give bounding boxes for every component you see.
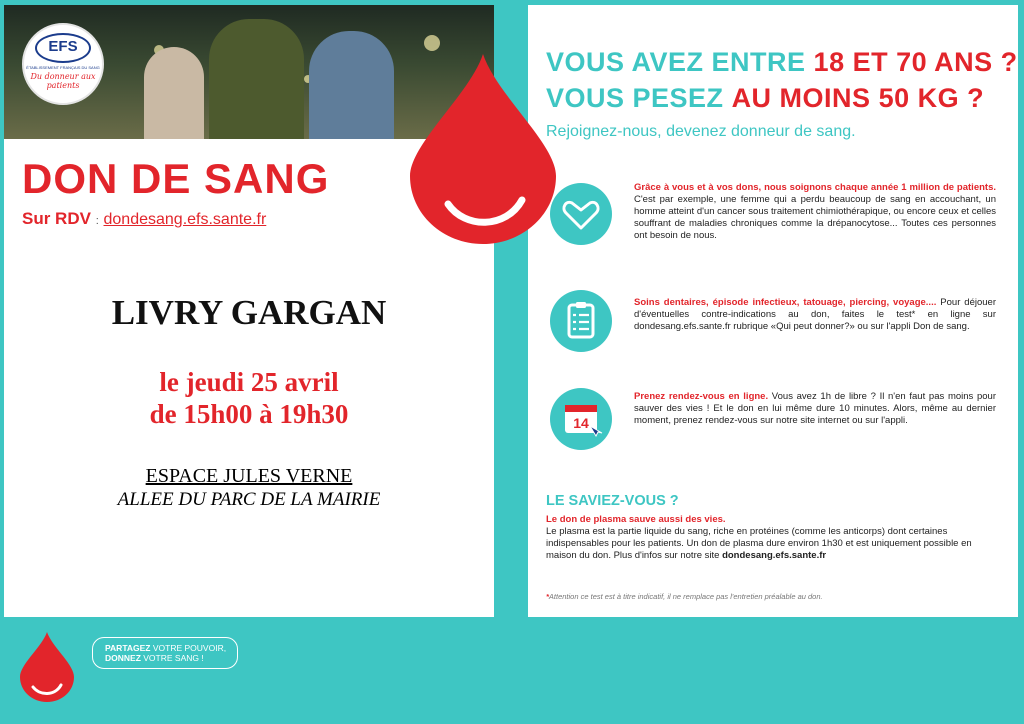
info-block-contraindications — [634, 297, 996, 333]
calendar-day: 14 — [573, 415, 589, 431]
note-text: Attention ce test est à titre indicatif, il ne remplace pas l'entretien préalable au don. — [548, 592, 823, 601]
weight-headline-text: VOUS PESEZ — [546, 83, 724, 113]
bubble-text-1: VOTRE POUVOIR, — [152, 643, 227, 653]
disclaimer-note — [546, 592, 823, 601]
saviez-title: LE SAVIEZ-VOUS ? — [546, 493, 679, 509]
event-place: ESPACE JULES VERNE — [145, 465, 353, 487]
weight-headline — [546, 83, 984, 114]
efs-logo — [22, 23, 104, 105]
join-tagline: Rejoignez-nous, devenez donneur de sang. — [546, 123, 856, 140]
calendar-14-icon — [550, 388, 612, 450]
plasma-link[interactable]: dondesang.efs.sante.fr — [722, 550, 827, 561]
info-block-text: Pour déjouer d'éventuelles contre-indications au don, faites le test* en ligne sur dondesang.efs.sante.fr rubrique «Qui peut donner?» ou sur l'appli Don de sang. — [634, 297, 996, 332]
event-hours: de 15h00 à 19h30 — [149, 399, 349, 429]
weight-min: AU MOINS 50 KG ? — [731, 83, 985, 113]
info-block-bold: Soins dentaires, épisode infectieux, tatouage, piercing, voyage.... — [634, 297, 937, 308]
event-date: le jeudi 25 avril — [159, 367, 339, 397]
age-range: 18 ET 70 ANS ? — [813, 47, 1018, 77]
plasma-paragraph — [546, 514, 996, 562]
event-address: ALLEE DU PARC DE LA MAIRIE — [117, 489, 381, 510]
efs-slogan: Du donneur aux patients — [30, 72, 96, 90]
age-headline-text: VOUS AVEZ ENTRE — [546, 47, 806, 77]
small-blood-drop-icon — [20, 632, 74, 702]
info-block-patients — [634, 182, 996, 242]
bubble-bold-1: PARTAGEZ — [105, 643, 151, 653]
note-star: * — [546, 592, 549, 601]
info-block-appointment — [634, 391, 996, 427]
info-block-text: C'est par exemple, une femme qui a perdu beaucoup de sang en accouchant, un homme atteint d'un cancer sous traitement chimiothérapique, ou encore ceux et celles souffrant de maladies chroniques comme la drépanocytose... Toutes ces personnes ont besoin de nous. — [634, 194, 996, 241]
rdv-separator: : — [95, 215, 99, 227]
info-panel — [528, 5, 1018, 617]
plasma-text: Le plasma est la partie liquide du sang, riche en protéines (comme les anticorps) dont certaines indispensables pour les patients. Un don de plasma dure environ 1h30 et est uniquement possible en maison du don. Plus d'infos sur notre site — [546, 526, 972, 561]
plasma-headline: Le don de plasma sauve aussi des vies. — [546, 514, 726, 525]
efs-org-text: ÉTABLISSEMENT FRANÇAIS DU SANG — [26, 65, 100, 70]
rdv-line — [22, 209, 266, 229]
blood-drop-icon — [410, 54, 556, 244]
heart-hands-icon — [550, 183, 612, 245]
poster-title: DON DE SANG — [22, 155, 330, 202]
efs-logo-text: EFS — [35, 33, 91, 63]
clipboard-checklist-icon — [550, 290, 612, 352]
info-block-bold: Prenez rendez-vous en ligne. — [634, 391, 769, 402]
bubble-text-2: VOTRE SANG ! — [143, 653, 204, 663]
info-block-text: Vous avez 1h de libre ? Il n'en faut pas moins pour sauver des vies ! Et le don en lui même dure 10 minutes. Alors, même au dernier moment, prenez rendez-vous sur notre site internet ou sur l'appli. — [634, 391, 997, 426]
rdv-label: Sur RDV — [22, 209, 91, 228]
rdv-link[interactable]: dondesang.efs.sante.fr — [103, 211, 267, 228]
city-name: LIVRY GARGAN — [111, 293, 387, 332]
info-block-bold: Grâce à vous et à vos dons, nous soignons chaque année 1 million de patients. — [634, 182, 996, 193]
age-headline — [546, 47, 1018, 78]
share-bubble — [92, 637, 238, 669]
bubble-bold-2: DONNEZ — [105, 653, 141, 663]
